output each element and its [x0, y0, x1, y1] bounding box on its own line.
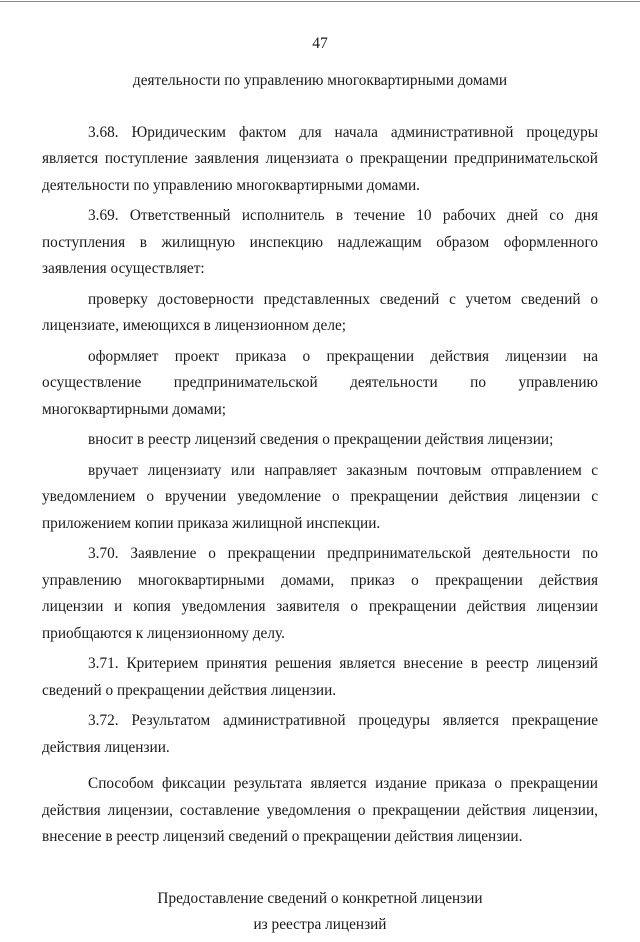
section-heading	[42, 889, 598, 942]
paragraph-line: вручает лицензиату или направляет заказным почтовым отправлением с	[88, 461, 598, 479]
paragraph-3-72	[42, 708, 598, 761]
section-heading-line: Предоставление сведений о конкретной лицензии	[157, 889, 483, 907]
paragraph-line: приобщаются к лицензионному делу.	[42, 624, 285, 642]
paragraph-register	[42, 427, 598, 454]
paragraph-line: 3.69. Ответственный исполнитель в течение 10 рабочих дней со дня	[88, 207, 598, 224]
paragraph-draft	[42, 344, 598, 424]
paragraph-line: 3.71. Критерием принятия решения является внесение в реестр лицензий	[88, 655, 598, 672]
paragraph-line: 3.72. Результатом административной процедуры является прекращение	[88, 712, 598, 729]
paragraph-line: заявления осуществляет:	[42, 260, 205, 277]
paragraph-line: 3.68. Юридическим фактом для начала административной процедуры	[88, 123, 598, 141]
paragraph-line: действия лицензии, составление уведомления о прекращении действия лицензии,	[42, 801, 598, 819]
paragraph-line: осуществление предпринимательской деятельности по управлению	[42, 374, 598, 391]
paragraph-method	[42, 771, 598, 851]
paragraph-check	[42, 287, 598, 340]
paragraph-line: уведомлением о вручении уведомление о прекращении действия лицензии с	[42, 488, 598, 505]
paragraph-3-70	[42, 541, 598, 647]
paragraph-line: лицензии и копия уведомления заявителя о прекращении действия лицензии	[42, 598, 598, 615]
paragraph-line: поступления в жилищную инспекцию надлежащим образом оформленного	[42, 233, 598, 251]
paragraph-line: многоквартирными домами;	[42, 400, 227, 418]
paragraph-line: внесение в реестр лицензий сведений о прекращении действия лицензии.	[42, 828, 523, 845]
document-body	[42, 68, 598, 942]
paragraph-line: сведений о прекращении действия лицензии.	[42, 681, 337, 699]
page-number: 47	[312, 35, 328, 52]
paragraph-line: приложением копии приказа жилищной инспекции.	[42, 514, 381, 532]
paragraph-line: вносит в реестр лицензий сведения о прекращении действия лицензии;	[88, 431, 554, 448]
paragraph-line: является поступление заявления лицензиата о прекращении предпринимательской	[42, 150, 598, 167]
top-border-line	[0, 1, 640, 2]
paragraph-3-71	[42, 651, 598, 704]
paragraph-line: управлению многоквартирными домами, приказ о прекращении действия	[42, 571, 598, 589]
paragraph-line: лицензиате, имеющихся в лицензионном деле;	[42, 317, 347, 334]
paragraph-line: 3.70. Заявление о прекращении предпринимательской деятельности по	[88, 545, 598, 562]
paragraph-3-69	[42, 203, 598, 283]
paragraph-line: оформляет проект приказа о прекращении действия лицензии на	[88, 347, 598, 365]
paragraph-line: деятельности по управлению многоквартирными домами.	[42, 176, 421, 194]
paragraph-line: Способом фиксации результата является издание приказа о прекращении	[88, 775, 598, 792]
paragraph-deliver	[42, 458, 598, 538]
paragraph-3-68	[42, 120, 598, 200]
paragraph-line: действия лицензии.	[42, 738, 170, 756]
section-heading-line: из реестра лицензий	[253, 916, 387, 933]
continuation-line: деятельности по управлению многоквартирными домами	[132, 72, 508, 89]
paragraph-line: проверку достоверности представленных сведений с учетом сведений о	[88, 290, 598, 308]
